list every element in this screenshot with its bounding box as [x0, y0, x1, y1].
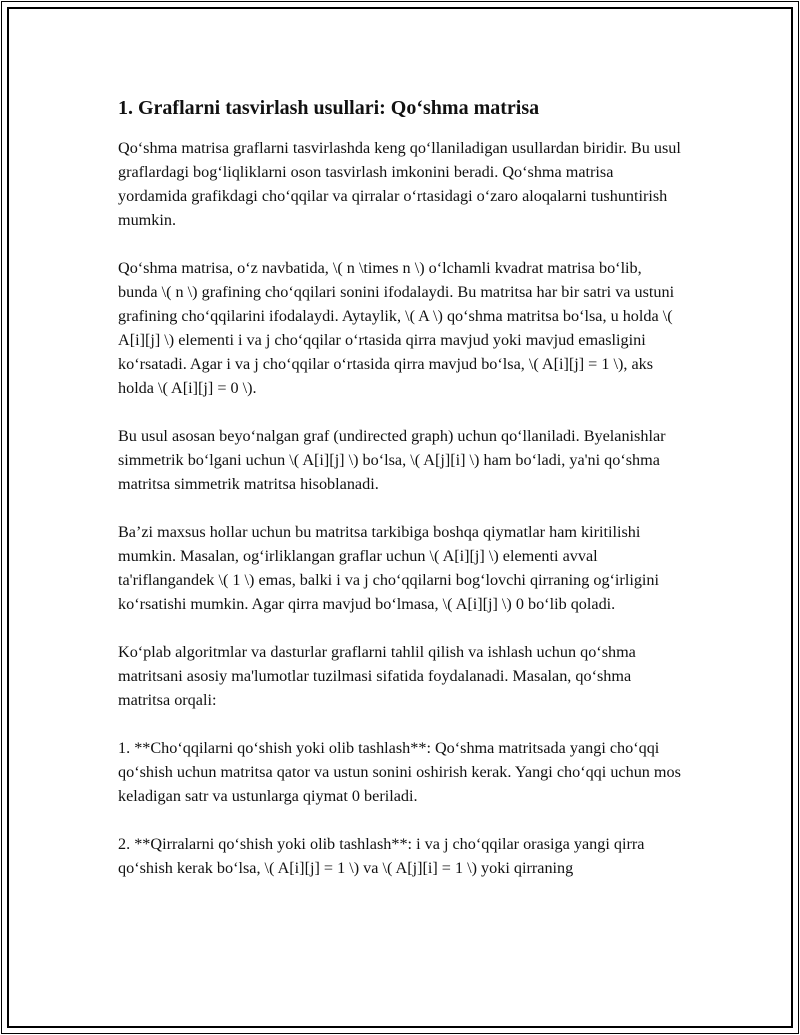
list-item-edges: 2. **Qirralarni qo‘shish yoki olib tashlash**: i va j cho‘qqilar orasiga yangi qirra qo‘shish kerak bo‘lsa, \( A[i][j] = 1 \) va \( A[j][i] = 1 \) yoki qirraning	[118, 835, 645, 877]
document-body	[118, 94, 684, 880]
paragraph-definition: Qo‘shma matrisa, o‘z navbatida, \( n \times n \) o‘lchamli kvadrat matrisa bo‘lib, bunda \( n \) grafining cho‘qqilari sonini ifodalaydi. Bu matritsa har bir satri va ustuni grafining cho‘qqilarini ifodalaydi. Aytaylik, \( A \) qo‘shma matritsa bo‘lsa, u holda \( A[i][j] \) elementi i va j cho‘qqilar o‘rtasida qirra mavjud yoki mavjud emasligini ko‘rsatadi. Agar i va j cho‘qqilar o‘rtasida qirra mavjud bo‘lsa, \( A[i][j] = 1 \), aks holda \( A[i][j] = 0 \).	[118, 259, 675, 397]
document-title: 1. Graflarni tasvirlash usullari: Qo‘shma matrisa	[118, 97, 540, 119]
paragraph-gap	[118, 616, 684, 640]
paragraph-gap	[118, 400, 684, 424]
paragraph-weighted: Ba’zi maxsus hollar uchun bu matritsa tarkibiga boshqa qiymatlar ham kiritilishi mumkin. Masalan, og‘irliklangan graflar uchun \( A[i][j] \) elementi avval ta'riflangandek \( 1 \) emas, balki i va j cho‘qqilarni bog‘lovchi qirraning og‘irligini ko‘rsatishi mumkin. Agar qirra mavjud bo‘lmasa, \( A[i][j] \) 0 bo‘lib qoladi.	[118, 523, 660, 613]
paragraph-gap	[118, 232, 684, 256]
paragraph-gap	[118, 808, 684, 832]
paragraph-algorithms: Ko‘plab algoritmlar va dasturlar graflarni tahlil qilish va ishlash uchun qo‘shma matritsani asosiy ma'lumotlar tuzilmasi sifatida foydalanadi. Masalan, qo‘shma matritsa orqali:	[118, 643, 636, 709]
paragraph-undirected: Bu usul asosan beyo‘nalgan graf (undirected graph) uchun qo‘llaniladi. Byelanishlar simmetrik bo‘lgani uchun \( A[i][j] \) bo‘lsa, \( A[j][i] \) ham bo‘ladi, ya'ni qo‘shma matritsa simmetrik matritsa hisoblanadi.	[118, 427, 666, 493]
paragraph-gap	[118, 496, 684, 520]
paragraph-gap	[118, 712, 684, 736]
list-item-vertices: 1. **Cho‘qqilarni qo‘shish yoki olib tashlash**: Qo‘shma matritsada yangi cho‘qqi qo‘shish uchun matritsa qator va ustun sonini oshirish kerak. Yangi cho‘qqi uchun mos keladigan satr va ustunlarga qiymat 0 beriladi.	[118, 739, 681, 805]
paragraph-intro: Qo‘shma matrisa graflarni tasvirlashda keng qo‘llaniladigan usullardan biridir. Bu usul graflardagi bog‘liqliklarni oson tasvirlash imkonini beradi. Qo‘shma matrisa yordamida grafikdagi cho‘qqilar va qirralar o‘rtasidagi o‘zaro aloqalarni tushuntirish mumkin.	[118, 139, 681, 229]
